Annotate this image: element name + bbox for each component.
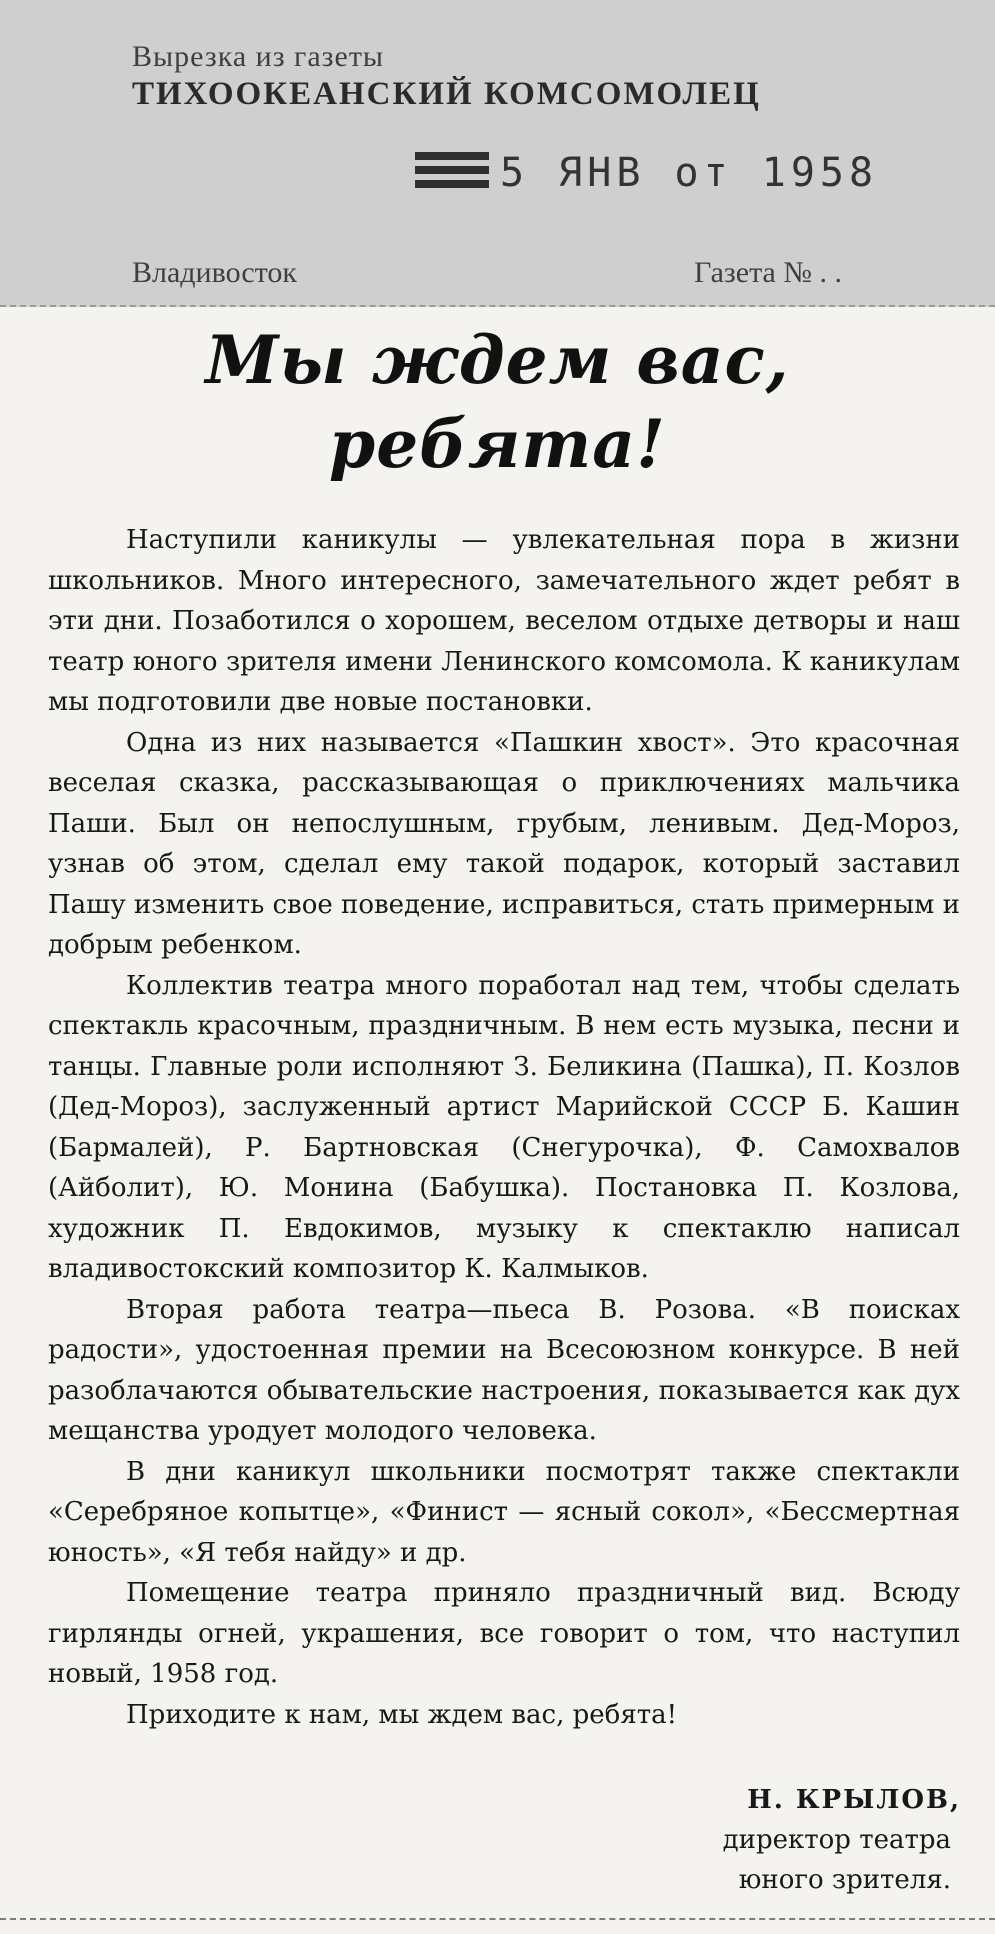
article-signature [723, 1780, 961, 1900]
article-paragraph: Вторая работа театра—пьеса В. Розова. «В поисках радости», удостоенная премии на Всесоюзном конкурсе. В ней разоблачаются обывательские настроения, показывается как дух мещанства уродует молодого человека. [48, 1294, 960, 1446]
article-paragraph: Одна из них называется «Пашкин хвост». Это красочная веселая сказка, рассказывающая о приключениях мальчика Паши. Был он непослушным, грубым, ленивым. Дед-Мороз, узнав об этом, сделал ему такой подарок, который заставил Пашу изменить свое поведение, исправиться, стать примерным и добрым ребенком. [48, 727, 960, 960]
clipping-city: Владивосток [132, 256, 297, 289]
article-paragraph: Помещение театра приняло праздничный вид. Всюду гирлянды огней, украшения, все говорит о том, что наступил новый, 1958 год. [48, 1578, 960, 1689]
article-paragraph: Коллектив театра много поработал над тем, чтобы сделать спектакль красочным, праздничным. В нем есть музыка, песни и танцы. Главные роли исполняют З. Беликина (Пашка), П. Козлов (Дед-Мороз), заслуженный артист Марийской СССР Б. Кашин (Бармалей), Р. Бартновская (Снегурочка), Ф. Самохвалов (Айболит), Ю. Монина (Бабушка). Постановка П. Козлова, художник П. Евдокимов, музыку к спектаклю написал владивостокский композитор К. Калмыков. [48, 970, 960, 1284]
stamp-mark-icon [415, 152, 489, 200]
article-paragraph: Приходите к нам, мы ждем вас, ребята! [126, 1699, 678, 1730]
article-paragraph: В дни каникул школьники посмотрят также спектакли «Серебряное копытце», «Финист — ясный сокол», «Бессмертная юность», «Я тебя найду» и др. [48, 1456, 960, 1568]
newspaper-name: ТИХООКЕАНСКИЙ КОМСОМОЛЕЦ [132, 76, 761, 112]
signature-role-line-2: юного зрителя. [738, 1865, 951, 1895]
article-body [48, 520, 960, 1735]
headline-line-1: Мы ждем вас, [205, 321, 790, 399]
clipping-issue-number: Газета № . . [694, 256, 842, 289]
stamp-date: 5 ЯНВ от 1958 [500, 150, 879, 196]
clipping-bottom-edge [0, 1918, 995, 1920]
article-headline [0, 318, 995, 486]
headline-line-2: ребята! [329, 405, 666, 483]
clipping-header [0, 0, 995, 307]
article-paragraph: Наступили каникулы — увлекательная пора в жизни школьников. Много интересного, замечательного ждет ребят в эти дни. Позаботился о хорошем, веселом отдыхе детворы и наш театр юного зрителя имени Ленинского комсомола. К каникулам мы подготовили две новые постановки. [48, 525, 960, 717]
signature-role-line-1: директор театра [722, 1825, 951, 1855]
clipping-label: Вырезка из газеты [132, 40, 385, 73]
signature-name: Н. КРЫЛОВ, [747, 1785, 961, 1815]
